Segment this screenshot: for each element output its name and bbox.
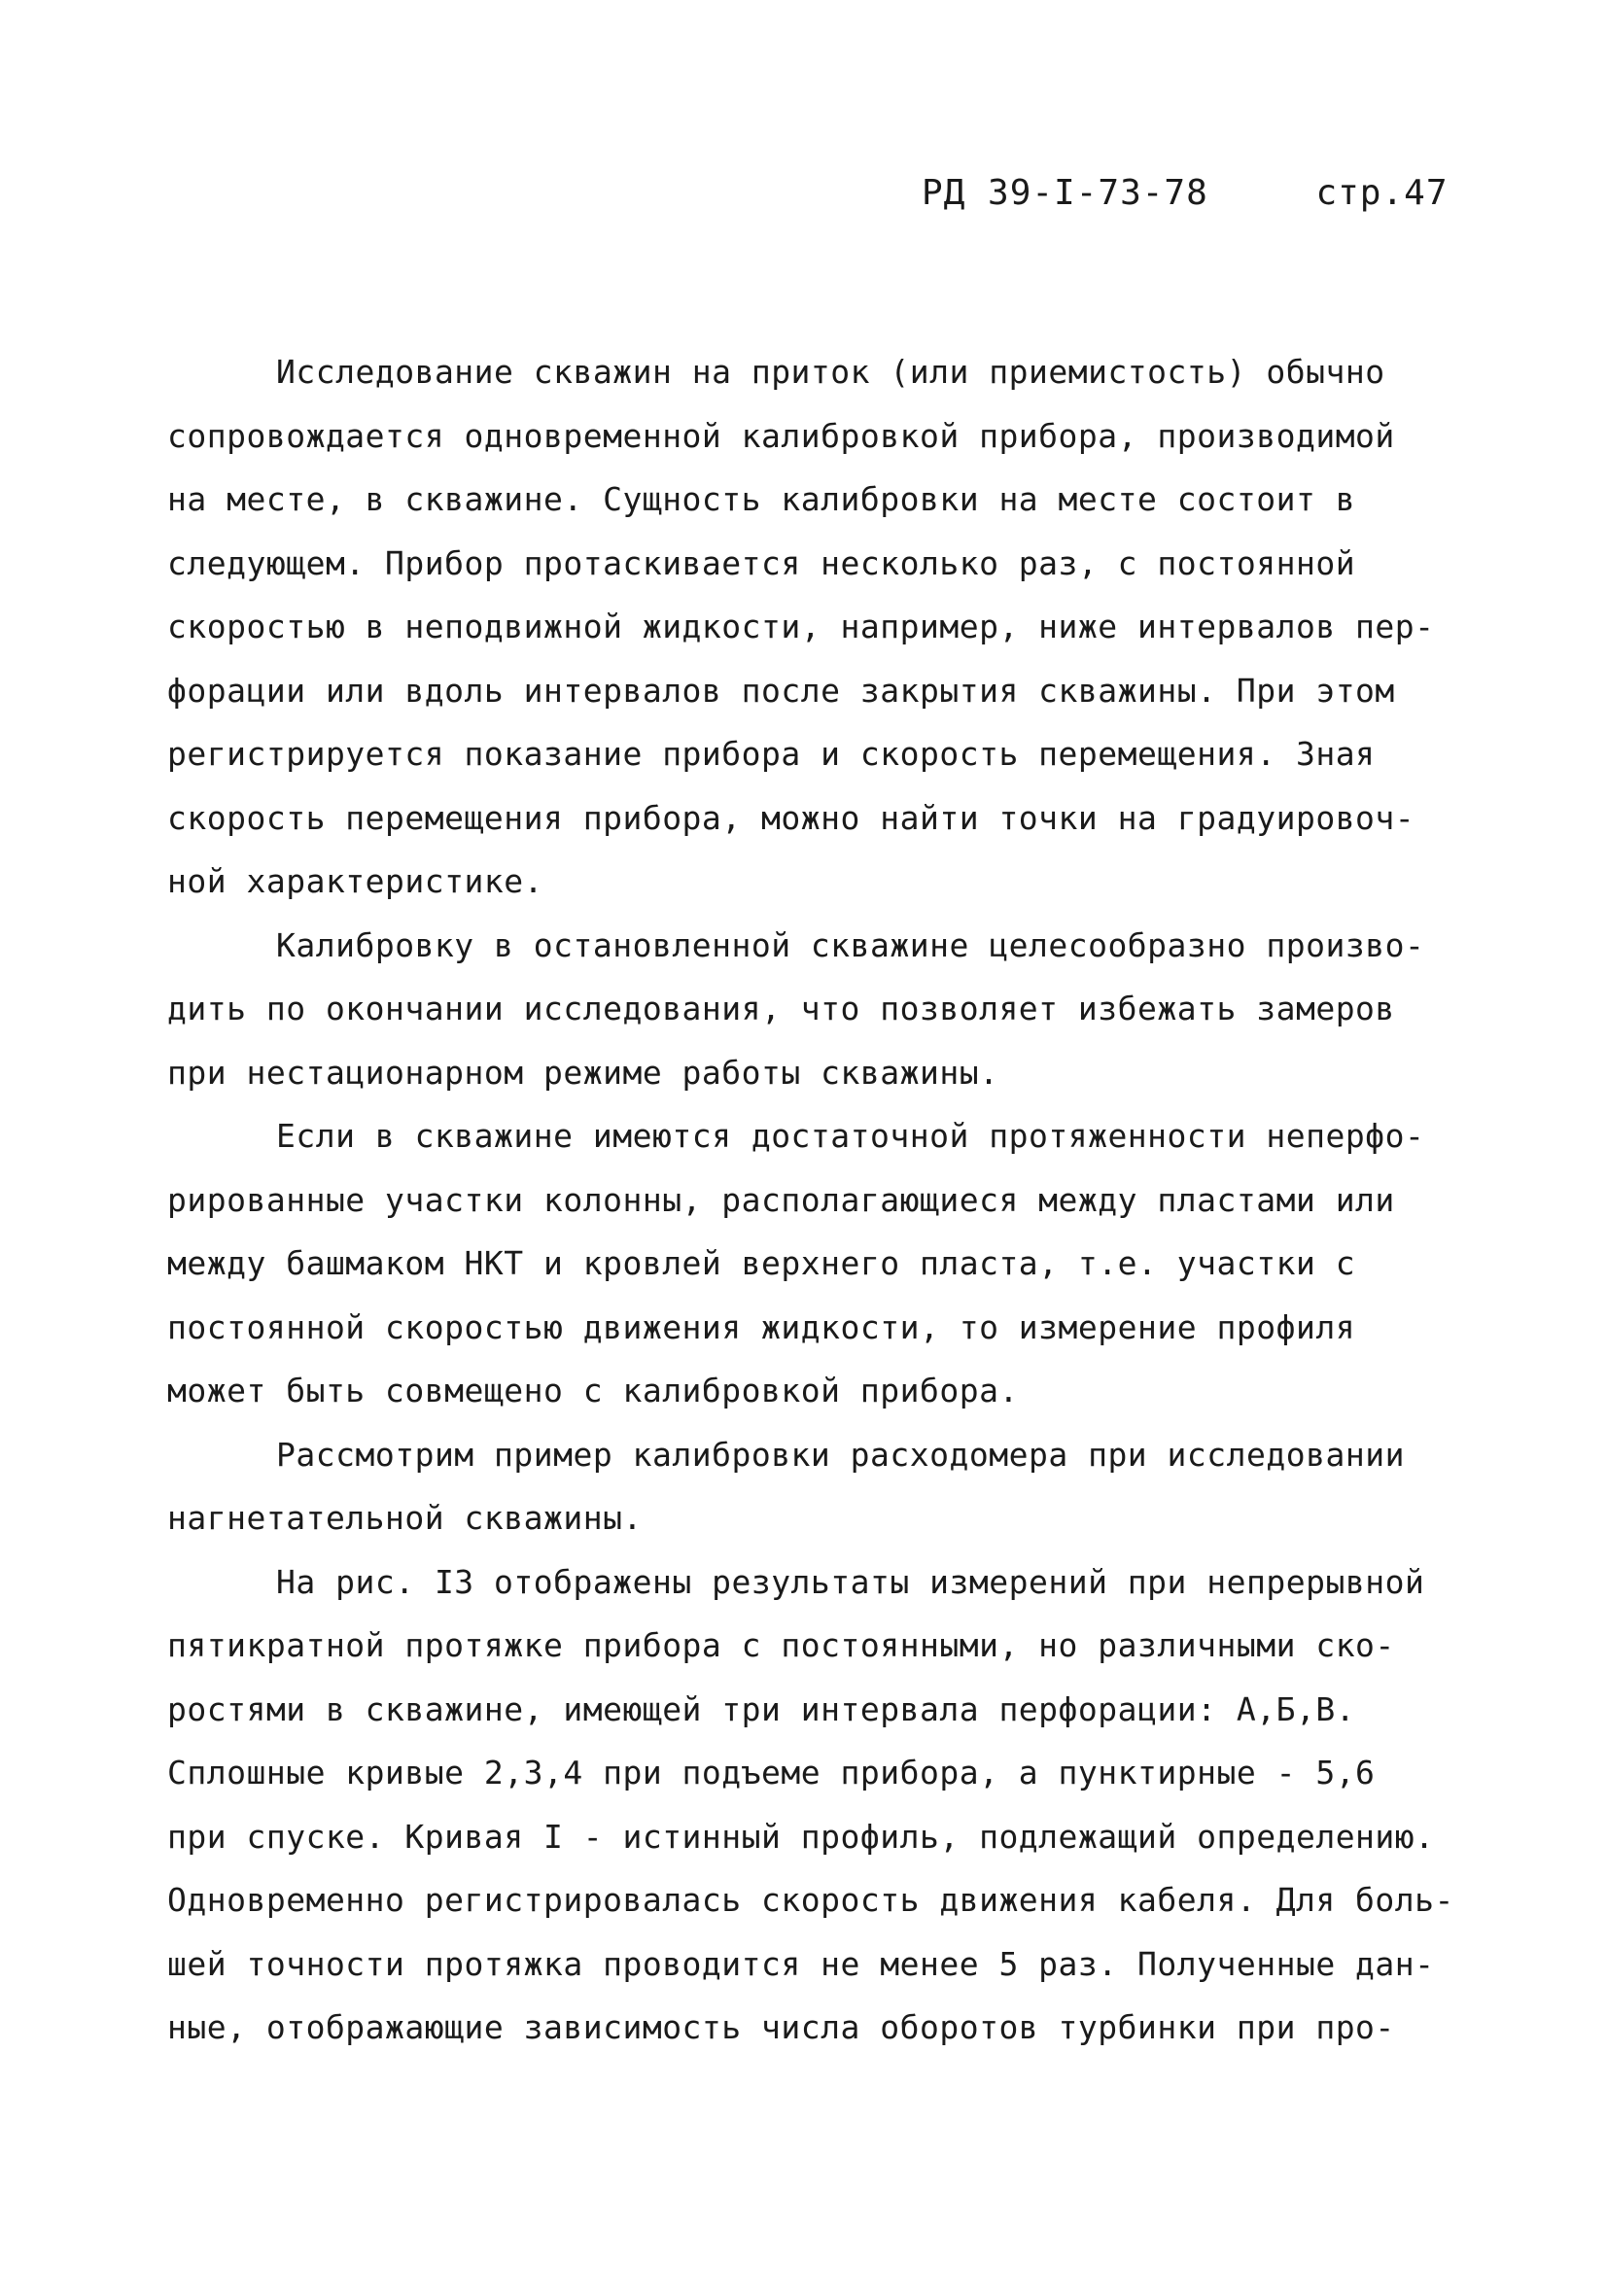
text-line: Рассмотрим пример калибровки расходомера при исследовании: [276, 1435, 1405, 1474]
page-number: стр.47: [1315, 173, 1449, 213]
text-line: дить по окончании исследования, что позволяет избежать замеров: [167, 990, 1395, 1027]
text-line: при нестационарном режиме работы скважины.: [167, 1053, 999, 1092]
text-line: На рис. I3 отображены результаты измерений при непрерывной: [276, 1562, 1425, 1601]
body-text: [167, 340, 1460, 2060]
text-line: при спуске. Кривая I - истинный профиль, подлежащий определению.: [167, 1817, 1435, 1856]
text-line: постоянной скоростью движения жидкости, то измерение профиля: [167, 1307, 1356, 1346]
text-line: скорость перемещения прибора, можно найти точки на градуировоч-: [167, 798, 1415, 837]
text-line: между башмаком НКТ и кровлей верхнего пласта, т.е. участки с: [167, 1244, 1356, 1282]
text-line: следующем. Прибор протаскивается несколько раз, с постоянной: [167, 543, 1356, 582]
text-line: пятикратной протяжке прибора с постоянными, но различными ско-: [167, 1626, 1395, 1664]
text-line: сопровождается одновременной калибровкой прибора, производимой: [167, 416, 1395, 455]
text-line: Исследование скважин на приток (или приемистость) обычно: [276, 353, 1385, 391]
text-line: Калибровку в остановленной скважине целесообразно произво-: [276, 925, 1425, 964]
text-line: нагнетательной скважины.: [167, 1499, 643, 1537]
page-header: [922, 173, 1449, 213]
text-line: форации или вдоль интервалов после закрытия скважины. При этом: [167, 671, 1395, 710]
text-line: скоростью в неподвижной жидкости, например, ниже интервалов пер-: [167, 608, 1435, 645]
text-line: регистрируется показание прибора и скорость перемещения. Зная: [167, 735, 1376, 773]
document-code: РД 39-I-73-78: [922, 173, 1208, 213]
text-line: ной характеристике.: [167, 862, 543, 900]
text-line: рированные участки колонны, располагающиеся между пластами или: [167, 1180, 1395, 1219]
text-line: ные, отображающие зависимость числа оборотов турбинки при про-: [167, 2008, 1395, 2046]
text-line: Одновременно регистрировалась скорость движения кабеля. Для боль-: [167, 1881, 1454, 1919]
text-line: шей точности протяжка проводится не менее 5 раз. Полученные дан-: [167, 1944, 1435, 1983]
text-line: ростями в скважине, имеющей три интервала перфорации: А,Б,В.: [167, 1689, 1356, 1728]
text-line: Сплошные кривые 2,3,4 при подъеме прибора, а пунктирные - 5,6: [167, 1754, 1376, 1792]
text-line: Если в скважине имеются достаточной протяженности неперфо-: [276, 1117, 1425, 1155]
text-line: на месте, в скважине. Сущность калибровки на месте состоит в: [167, 480, 1356, 518]
text-line: может быть совмещено с калибровкой прибора.: [167, 1372, 1019, 1409]
